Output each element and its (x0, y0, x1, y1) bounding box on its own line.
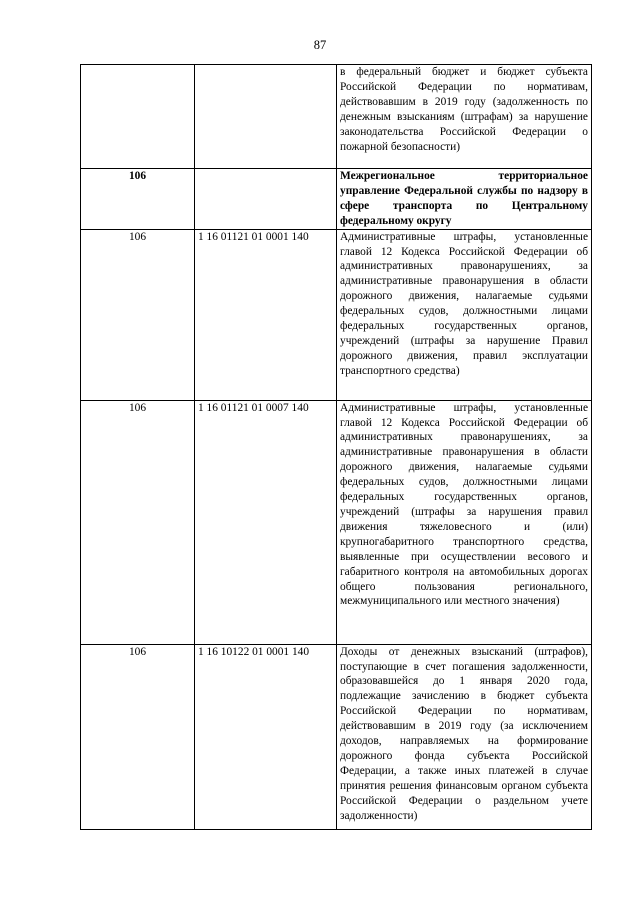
table-row (81, 169, 592, 230)
description-text: Административные штрафы, установленные главой 12 Кодекса Российской Федерации об административных правонарушениях, за административные правонарушения в области дорожного движения, налагаемые судьями федеральных судов, должностными лицами федеральных государственных органов, учреждений (штрафы за нарушения правил движения тяжеловесного и (или) крупногабаритного транспортного средства, выявленные при осуществлении весового и габаритного контроля на автомобильных дорогах общего пользования регионального, межмуниципального или местного значения) (340, 401, 588, 608)
admin-code-cell: 106 (81, 229, 195, 400)
description-text: Доходы от денежных взысканий (штрафов), поступающие в счет погашения задолженности, образовавшейся до 1 января 2020 года, подлежащие зачислению в бюджет субъекта Российской Федерации по нормативам, действовавшим в 2019 году (за исключением доходов, направляемых на формирование дорожного фонда субъекта Российской Федерации, а также иных платежей в случае принятия решения финансовым органом субъекта Российской Федерации о раздельном учете задолженности) (340, 645, 588, 822)
description-text: Административные штрафы, установленные главой 12 Кодекса Российской Федерации об административных правонарушениях, за административные правонарушения в области дорожного движения, налагаемые судьями федеральных судов, должностными лицами федеральных государственных органов, учреждений (штрафы за нарушение Правил дорожного движения, правил эксплуатации транспортного средства) (340, 230, 588, 377)
description-cell (337, 229, 592, 400)
table-row (81, 644, 592, 829)
table-row (81, 400, 592, 644)
admin-code-cell: 106 (81, 169, 195, 230)
description-cell (337, 644, 592, 829)
description-text: Межрегиональное территориальное управление Федеральной службы по надзору в сфере транспорта по Центральному федеральному округу (340, 170, 588, 227)
admin-code-cell: 106 (81, 644, 195, 829)
kbk-code-cell (195, 169, 337, 230)
description-cell (337, 400, 592, 644)
kbk-code-cell: 1 16 01121 01 0001 140 (195, 229, 337, 400)
kbk-code-cell: 1 16 10122 01 0001 140 (195, 644, 337, 829)
admin-code-cell: 106 (81, 400, 195, 644)
description-cell (337, 169, 592, 230)
table-row (81, 229, 592, 400)
description-cell (337, 65, 592, 169)
budget-classification-table (80, 64, 592, 830)
description-text: в федеральный бюджет и бюджет субъекта Российской Федерации по нормативам, действовавшим в 2019 году (задолженность по денежным взысканиям (штрафам) за нарушение законодательства Российской Федерации о пожарной безопасности) (340, 66, 588, 153)
kbk-code-cell: 1 16 01121 01 0007 140 (195, 400, 337, 644)
page-number: 87 (313, 38, 327, 52)
table-row (81, 65, 592, 169)
kbk-code-cell (195, 65, 337, 169)
admin-code-cell (81, 65, 195, 169)
